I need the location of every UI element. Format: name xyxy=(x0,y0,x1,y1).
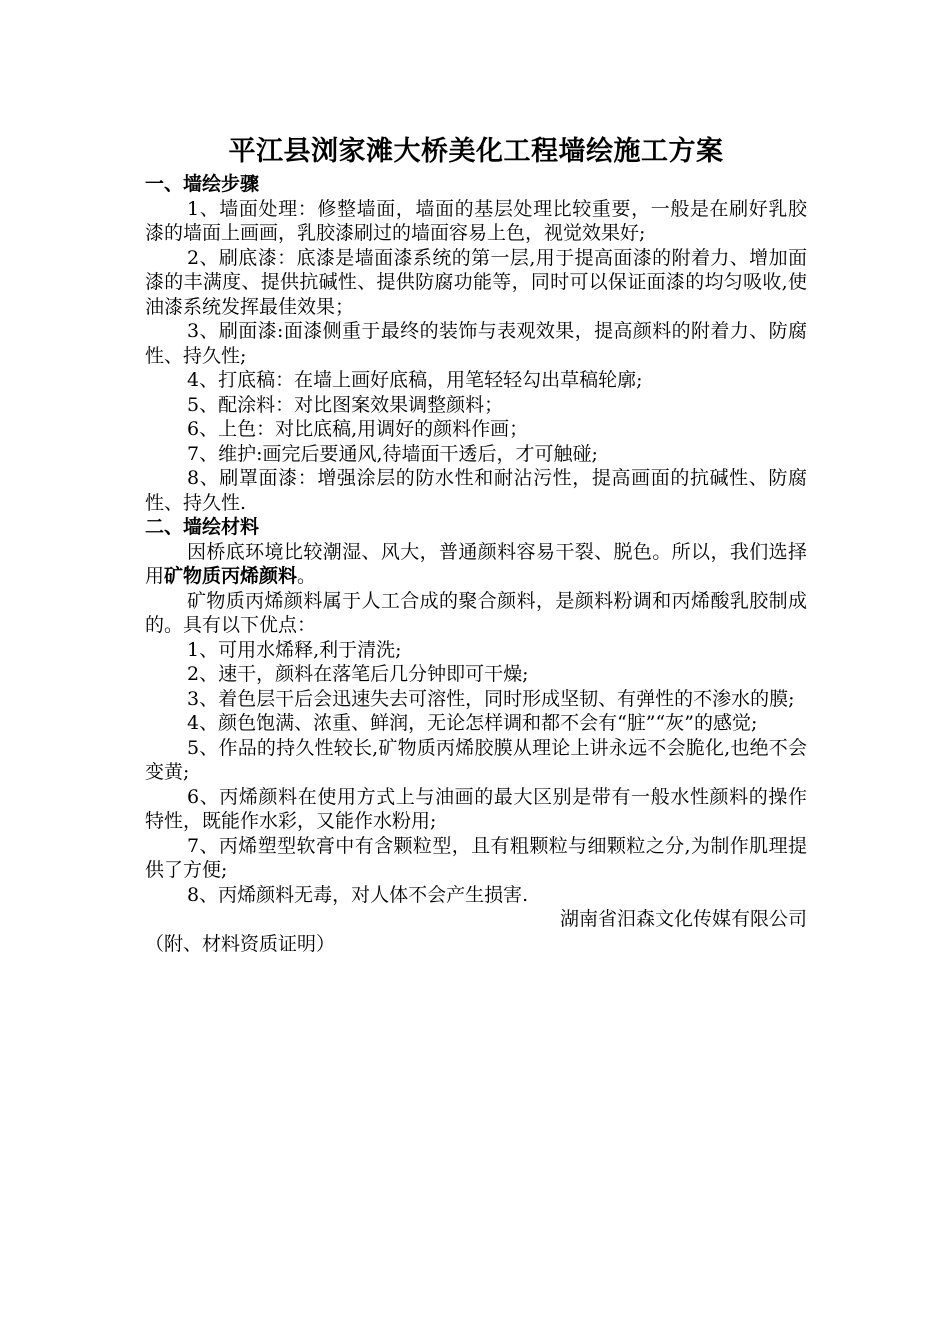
advantage-item: 3、着色层干后会迅速失去可溶性，同时形成坚韧、有弹性的不渗水的膜; xyxy=(187,687,795,710)
step-item: 4、打底稿：在墙上画好底稿，用笔轻轻勾出草稿轮廓; xyxy=(187,369,643,391)
steps-list xyxy=(145,197,807,516)
advantage-item: 7、丙烯塑型软膏中有含颗粒型，且有粗颗粒与细颗粒之分,为制作肌理提供了方便; xyxy=(145,834,807,881)
document-page xyxy=(145,132,807,956)
attachment-note: （附、材料资质证明） xyxy=(145,932,336,955)
materials-description: 矿物质丙烯颜料属于人工合成的聚合颜料，是颜料粉调和丙烯酸乳胶制成的。具有以下优点： xyxy=(145,589,807,636)
step-item: 1、墙面处理：修整墙面，墙面的基层处理比较重要，一般是在刷好乳胶漆的墙面上画画，乳胶漆刷过的墙面容易上色，视觉效果好; xyxy=(145,197,807,244)
advantage-item: 8、丙烯颜料无毒，对人体不会产生损害. xyxy=(187,883,529,906)
section-heading-steps: 一、墙绘步骤 xyxy=(145,173,260,195)
step-item: 7、维护:画完后要通风,待墙面干透后，才可触碰; xyxy=(187,442,598,465)
step-item: 5、配涂料：对比图案效果调整颜料； xyxy=(187,393,504,416)
step-item: 8、刷罩面漆：增强涂层的防水性和耐沾污性，提高画面的抗碱性、防腐性、持久性. xyxy=(145,467,807,514)
step-item: 3、刷面漆:面漆侧重于最终的装饰与表观效果，提高颜料的附着力、防腐性、持久性; xyxy=(145,320,807,367)
advantage-item: 4、颜色饱满、浓重、鲜润，无论怎样调和都不会有“脏”“灰”的感觉; xyxy=(187,712,758,734)
company-signature: 湖南省汨森文化传媒有限公司 xyxy=(559,908,807,930)
advantage-item: 1、可用水烯释,利于清洗; xyxy=(187,638,402,661)
section-heading-materials: 二、墙绘材料 xyxy=(145,516,260,538)
step-item: 2、刷底漆：底漆是墙面漆系统的第一层,用于提高面漆的附着力、增加面漆的丰满度、提供抗碱性、提供防腐功能等，同时可以保证面漆的均匀吸收,使油漆系统发挥最佳效果； xyxy=(145,246,807,318)
advantages-list xyxy=(145,638,807,908)
material-name: 矿物质丙烯颜料 xyxy=(164,565,298,587)
intro-text: 因桥底环境比较潮湿、风大，普通颜料容易干裂、脱色。所以，我们选择用 xyxy=(145,540,807,587)
intro-end: 。 xyxy=(297,565,317,587)
materials-intro xyxy=(145,540,807,589)
advantage-item: 6、丙烯颜料在使用方式上与油画的最大区别是带有一般水性颜料的操作特性，既能作水彩，又能作水粉用; xyxy=(145,785,807,832)
advantage-item: 5、作品的持久性较长,矿物质丙烯胶膜从理论上讲永远不会脆化,也绝不会变黄; xyxy=(145,736,807,783)
advantage-item: 2、速干，颜料在落笔后几分钟即可干燥; xyxy=(187,663,529,685)
document-title: 平江县浏家滩大桥美化工程墙绘施工方案 xyxy=(228,136,724,167)
step-item: 6、上色：对比底稿,用调好的颜料作画； xyxy=(187,418,529,440)
